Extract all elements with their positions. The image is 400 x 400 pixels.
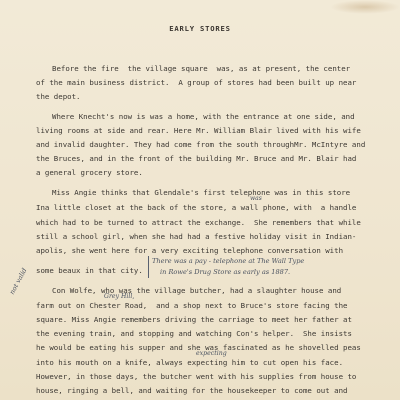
- text-line: and invalid daughter. They had come from the south throughMr. McIntyre and: [36, 140, 366, 149]
- text-line: apolis, she went here for a very exciting telephone conversation with: [36, 246, 344, 255]
- text-line: which had to be turned to attract the exchange. She remembers that while: [36, 218, 361, 227]
- text-line: Miss Angie thinks that Glendale's first telephone was in this store: [52, 188, 351, 197]
- handwritten-note-line1: There was a pay - telephone at The Wall Type: [152, 257, 305, 265]
- handwritten-note-line2: in Rowe's Drug Store as early as 1887.: [160, 268, 291, 276]
- text-line: house, ringing a bell, and waiting for the housekeeper to come out and: [36, 386, 348, 395]
- text-line: Con Wolfe, who was the village butcher, had a slaughter house and: [52, 286, 342, 295]
- text-line: still a school girl, when she had had a festive holiday visit in Indian-: [36, 232, 357, 241]
- text-line: Where Knecht's now is was a home, with the entrance at one side, and: [52, 112, 355, 121]
- text-line: the depot.: [36, 92, 81, 101]
- handwritten-insert-expecting: expecting: [196, 350, 227, 357]
- text-line: the evening train, and stopping and watching Con's helper. She insists: [36, 329, 352, 338]
- text-line: living rooms at side and rear. Here Mr. William Blair lived with his wife: [36, 126, 361, 135]
- text-line: However, in those days, the butcher went with his supplies from house to: [36, 372, 357, 381]
- text-line: square. Miss Angie remembers driving the carriage to meet her father at: [36, 315, 352, 324]
- text-line: he would be eating his supper and she was fascinated as he shovelled peas: [36, 343, 361, 352]
- text-line: into his mouth on a knife, always expecting him to cut open his face.: [36, 358, 344, 367]
- text-line: Ina little closet at the back of the store, a wall phone, with a handle: [36, 203, 357, 212]
- text-line: the Bruces, and in the front of the building Mr. Bruce and Mr. Blair had: [36, 154, 357, 163]
- text-line: Before the fire the village square was, as at present, the center: [52, 64, 351, 73]
- page-title: EARLY STORES: [169, 24, 231, 33]
- text-line: farm out on Chester Road, and a shop next to Bruce's store facing the: [36, 301, 348, 310]
- paper-stain: [330, 0, 400, 14]
- text-line: some beaux in that city.: [36, 266, 143, 275]
- text-line: a general grocery store.: [36, 168, 143, 177]
- annotation-bracket: [148, 256, 149, 278]
- margin-note: not valid: [8, 266, 29, 296]
- handwritten-insert-was: was: [250, 195, 262, 202]
- text-line: of the main business district. A group of stores had been built up near: [36, 78, 357, 87]
- handwritten-insert-road: Grey Hill,: [104, 293, 135, 300]
